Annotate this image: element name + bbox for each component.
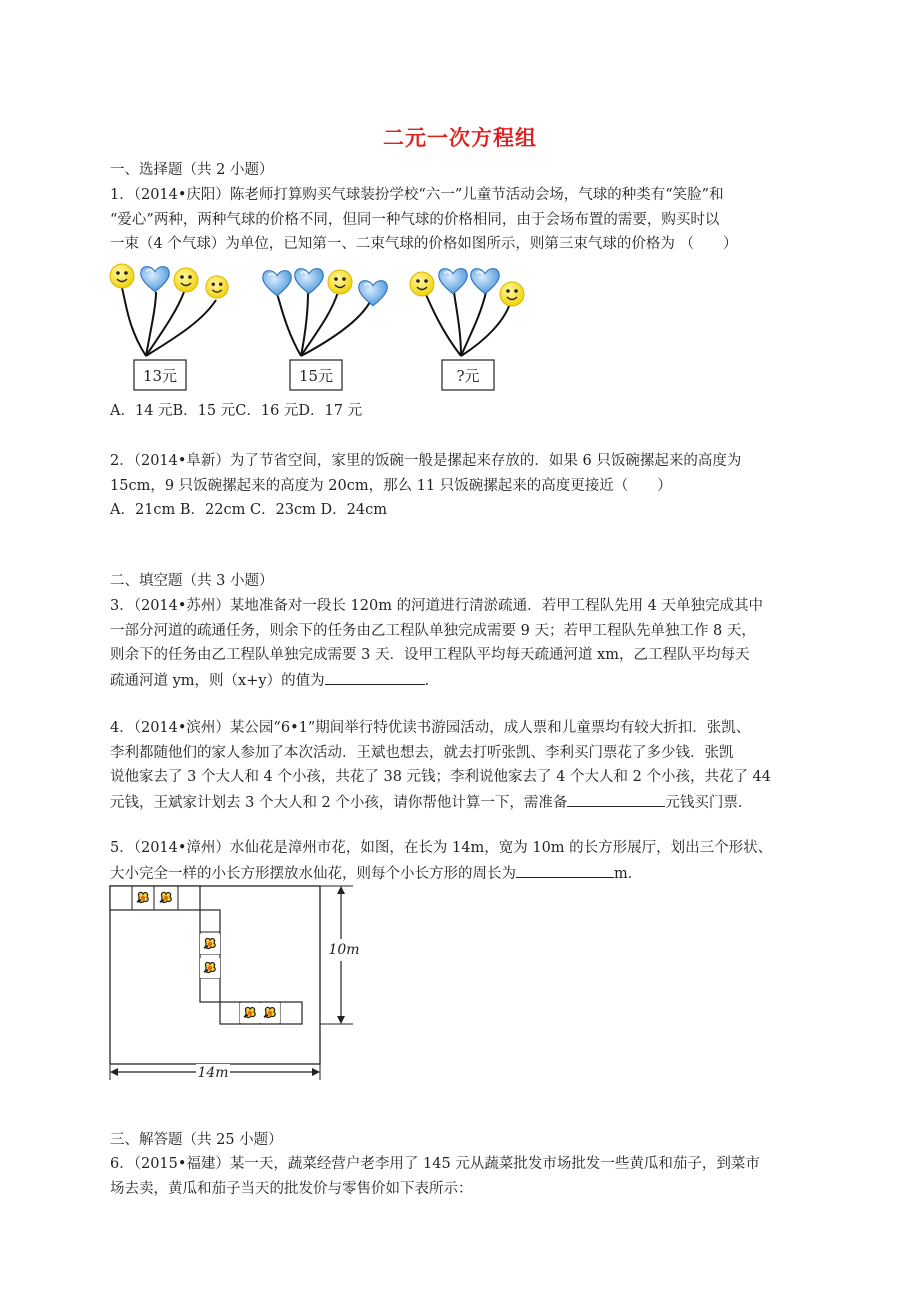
flower-strip-1 <box>110 886 200 910</box>
q3-answer-blank[interactable] <box>325 668 425 685</box>
q4-text-line-2: 李利都随他们的家人参加了本次活动．王斌也想去，就去打听张凯、李利买门票花了多少钱．张凯 <box>110 745 734 761</box>
page-title: 二元一次方程组 <box>383 125 537 150</box>
daffodil-icon <box>260 1003 280 1023</box>
price-label-3: ?元 <box>456 367 480 385</box>
balloon-figure <box>106 258 546 398</box>
daffodil-icon <box>156 888 176 908</box>
daffodil-icon <box>200 958 220 978</box>
rectangle-hall-figure <box>108 884 368 1084</box>
price-label-2: 15元 <box>298 367 334 385</box>
q6-text-line-2: 场去卖，黄瓜和茄子当天的批发价与零售价如下表所示： <box>110 1181 473 1197</box>
q3-text-before-blank: 疏通河道 ym，则（x+y）的值为 <box>110 673 325 689</box>
heart-balloon-icon <box>439 269 468 294</box>
q3-text-line-1: 3．（2014•苏州）某地准备对一段长 120m 的河道进行清淤疏通．若甲工程队先用 4 天单独完成其中 <box>110 598 764 614</box>
q5-text-line-2 <box>110 861 820 886</box>
daffodil-icon <box>240 1003 260 1023</box>
q2-text-line-2: 15cm，9 只饭碗摞起来的高度为 20cm，那么 11 只饭碗摞起来的高度更接近（ ） <box>110 478 672 494</box>
heart-balloon-icon <box>295 269 324 294</box>
q4-text-before-blank: 元钱，王斌家计划去 3 个大人和 2 个小孩，请你帮他计算一下，需准备 <box>110 795 568 811</box>
q4-text-line-3: 说他家去了 3 个大人和 4 个小孩，共花了 38 元钱；李利说他家去了 4 个大人和 2 个小孩，共花了 44 <box>110 769 771 785</box>
smiley-balloon-icon <box>410 272 434 296</box>
daffodil-icon <box>133 888 153 908</box>
balloon-bunch-2 <box>263 269 388 390</box>
smiley-balloon-icon <box>328 270 352 294</box>
heart-balloon-icon <box>141 267 170 292</box>
q1-text-line-2: “爱心”两种，两种气球的价格不同，但同一种气球的价格相同，由于会场布置的需要，购买时以 <box>110 212 720 228</box>
q1-text-line-1: 1．（2014•庆阳）陈老师打算购买气球装扮学校“六一”儿童节活动会场，气球的种类有“笑脸”和 <box>110 187 724 203</box>
width-label: 14m <box>197 1065 229 1081</box>
q5-text-after-blank: m． <box>614 866 643 882</box>
heart-balloon-icon <box>263 271 292 296</box>
q4-answer-blank[interactable] <box>567 790 665 807</box>
q3-text-after-blank: ． <box>424 673 440 689</box>
q1-text-line-3: 一束（4 个气球）为单位，已知第一、二束气球的价格如图所示，则第三束气球的价格为 （ ） <box>110 236 738 252</box>
section-heading-choice: 一、选择题（共 2 小题） <box>110 162 274 178</box>
q4-text-line-1: 4．（2014•滨州）某公园“6•1”期间举行特优读书游园活动，成人票和儿童票均有较大折扣．张凯、 <box>110 720 751 736</box>
q4-text-line-4 <box>110 790 820 815</box>
q3-text-line-4 <box>110 668 820 693</box>
q2-text-line-1: 2．（2014•阜新）为了节省空间，家里的饭碗一般是摞起来存放的．如果 6 只饭碗摞起来的高度为 <box>110 453 742 469</box>
daffodil-icon <box>200 934 220 954</box>
q5-text-line-1: 5．（2014•漳州）水仙花是漳州市花，如图，在长为 14m，宽为 10m 的长方形展厅，划出三个形状、 <box>110 840 773 856</box>
smiley-balloon-icon <box>174 268 198 292</box>
height-label: 10m <box>328 942 360 958</box>
heart-balloon-icon <box>359 281 388 306</box>
balloon-bunch-3 <box>410 269 524 390</box>
q4-text-after-blank: 元钱买门票． <box>665 795 753 811</box>
smiley-balloon-icon <box>110 264 134 288</box>
q5-answer-blank[interactable] <box>516 861 614 878</box>
q5-text-before-blank: 大小完全一样的小长方形摆放水仙花，则每个小长方形的周长为 <box>110 866 516 882</box>
q2-options: A．21cm B．22cm C．23cm D．24cm <box>110 502 387 518</box>
smiley-balloon-icon <box>500 282 524 306</box>
flower-strip-2 <box>200 910 220 1002</box>
q3-text-line-3: 则余下的任务由乙工程队单独完成需要 3 天．设甲工程队平均每天疏通河道 xm，乙工程队平均每天 <box>110 647 750 663</box>
heart-balloon-icon <box>471 269 500 294</box>
q3-text-line-2: 一部分河道的疏通任务，则余下的任务由乙工程队单独完成需要 9 天；若甲工程队先单独工作 8 天， <box>110 623 756 639</box>
balloon-bunch-1 <box>110 264 228 390</box>
section-heading-fill: 二、填空题（共 3 小题） <box>110 573 274 589</box>
price-label-1: 13元 <box>142 367 178 385</box>
q6-text-line-1: 6．（2015•福建）某一天，蔬菜经营户老李用了 145 元从蔬菜批发市场批发一些黄瓜和茄子，到菜市 <box>110 1156 760 1172</box>
section-heading-solve: 三、解答题（共 25 小题） <box>110 1132 283 1148</box>
smiley-balloon-icon <box>206 276 228 298</box>
q1-options: A．14 元B．15 元C．16 元D．17 元 <box>110 403 363 419</box>
